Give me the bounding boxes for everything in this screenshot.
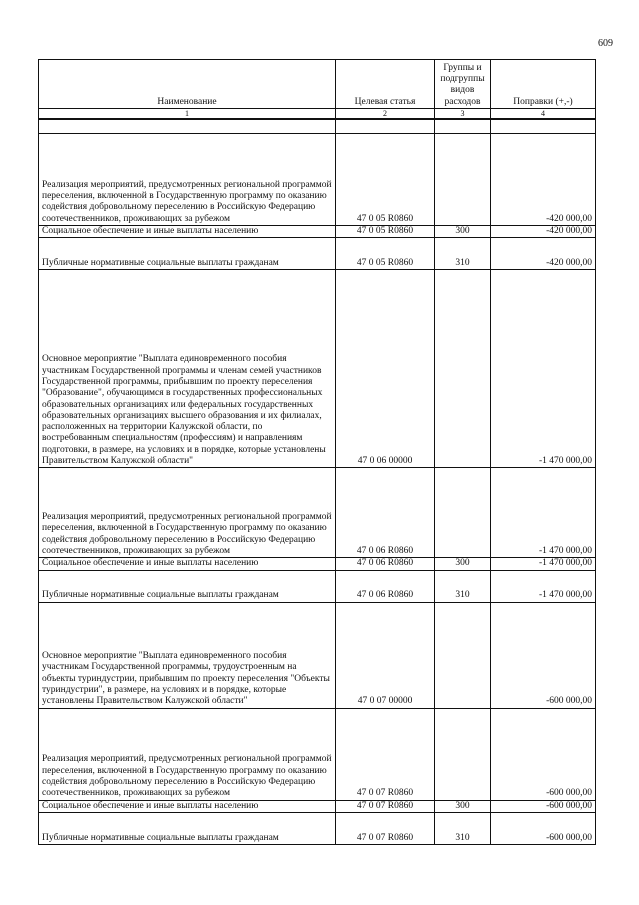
table-row: [39, 468, 596, 558]
row-amount-cell: -420 000,00: [491, 226, 596, 238]
row-name-cell: Реализация мероприятий, предусмотренных региональной программой переселения, включенной в Государственную программу по оказанию содействия добровольному переселению в Российскую Федерацию соотечественников, проживающих за рубежом: [39, 708, 336, 800]
row-group-cell: [435, 602, 491, 708]
col-number: 3: [435, 109, 491, 120]
col-number: 2: [336, 109, 435, 120]
row-group-cell: [435, 468, 491, 558]
header-target: Целевая статья: [336, 60, 435, 109]
row-name-cell: Основное мероприятие "Выплата единовременного пособия участникам Государственной программы и членам семей участников Государственной программы, прибывшим по проекту переселения "Образование", обучающимся в государственных профессиональных образовательных организациях или федеральных государственных образовательных организациях высшего образования и их филиалах, расположенных на территории Калужской области, по востребованным специальностям (профессиям) и направлениям подготовки, в размере, на условиях и в порядке, которые установлены Правительством Калужской области": [39, 270, 336, 468]
row-amount-cell: -1 470 000,00: [491, 558, 596, 570]
table-row: [39, 812, 596, 844]
row-code-cell: 47 0 07 R0860: [336, 800, 435, 812]
row-group-cell: [435, 270, 491, 468]
row-amount-cell: -600 000,00: [491, 800, 596, 812]
row-code-cell: 47 0 05 R0860: [336, 134, 435, 226]
row-group-cell: 310: [435, 238, 491, 270]
table-row: [39, 570, 596, 602]
col-number: 4: [491, 109, 596, 120]
row-amount-cell: -420 000,00: [491, 238, 596, 270]
row-code-cell: 47 0 07 R0860: [336, 812, 435, 844]
col-number: 1: [39, 109, 336, 120]
table-row: [39, 270, 596, 468]
header-groups: Группы и подгруппы видов расходов: [435, 60, 491, 109]
row-name-cell: Публичные нормативные социальные выплаты гражданам: [39, 570, 336, 602]
table-row: [39, 800, 596, 812]
row-group-cell: 300: [435, 800, 491, 812]
row-code-cell: 47 0 06 R0860: [336, 468, 435, 558]
row-amount-cell: -1 470 000,00: [491, 468, 596, 558]
row-amount-cell: -1 470 000,00: [491, 270, 596, 468]
row-group-cell: 300: [435, 558, 491, 570]
table-row: [39, 238, 596, 270]
row-code-cell: 47 0 06 R0860: [336, 558, 435, 570]
row-name-cell: Реализация мероприятий, предусмотренных региональной программой переселения, включенной в Государственную программу по оказанию содействия добровольному переселению в Российскую Федерацию соотечественников, проживающих за рубежом: [39, 134, 336, 226]
row-code-cell: 47 0 07 R0860: [336, 708, 435, 800]
row-code-cell: 47 0 07 00000: [336, 602, 435, 708]
row-code-cell: 47 0 05 R0860: [336, 226, 435, 238]
row-amount-cell: -1 470 000,00: [491, 570, 596, 602]
row-code-cell: 47 0 05 R0860: [336, 238, 435, 270]
row-name-cell: Социальное обеспечение и иные выплаты населению: [39, 800, 336, 812]
row-amount-cell: -420 000,00: [491, 134, 596, 226]
row-amount-cell: -600 000,00: [491, 602, 596, 708]
header-amendments: Поправки (+,-): [491, 60, 596, 109]
row-amount-cell: -600 000,00: [491, 812, 596, 844]
table-row: [39, 226, 596, 238]
page-number: 609: [598, 38, 613, 49]
row-name-cell: Социальное обеспечение и иные выплаты населению: [39, 558, 336, 570]
table-header: [39, 60, 596, 120]
row-name-cell: Социальное обеспечение и иные выплаты населению: [39, 226, 336, 238]
table-row: [39, 708, 596, 800]
row-amount-cell: -600 000,00: [491, 708, 596, 800]
row-name-cell: Публичные нормативные социальные выплаты гражданам: [39, 238, 336, 270]
row-group-cell: 300: [435, 226, 491, 238]
budget-amendments-table: [38, 59, 596, 845]
spacer-row: [39, 119, 596, 134]
table-row: [39, 602, 596, 708]
row-group-cell: [435, 708, 491, 800]
row-name-cell: Основное мероприятие "Выплата единовременного пособия участникам Государственной программы, трудоустроенным на объекты туриндустрии, прибывшим по проекту переселения "Объекты туриндустрии", в размере, на условиях и в порядке, которые установлены Правительством Калужской области": [39, 602, 336, 708]
row-code-cell: 47 0 06 00000: [336, 270, 435, 468]
row-group-cell: 310: [435, 570, 491, 602]
row-group-cell: [435, 134, 491, 226]
row-code-cell: 47 0 06 R0860: [336, 570, 435, 602]
row-group-cell: 310: [435, 812, 491, 844]
header-name: Наименование: [39, 60, 336, 109]
table-row: [39, 558, 596, 570]
table-body: [39, 119, 596, 844]
row-name-cell: Реализация мероприятий, предусмотренных региональной программой переселения, включенной в Государственную программу по оказанию содействия добровольному переселению в Российскую Федерацию соотечественников, проживающих за рубежом: [39, 468, 336, 558]
row-name-cell: Публичные нормативные социальные выплаты гражданам: [39, 812, 336, 844]
table-row: [39, 134, 596, 226]
